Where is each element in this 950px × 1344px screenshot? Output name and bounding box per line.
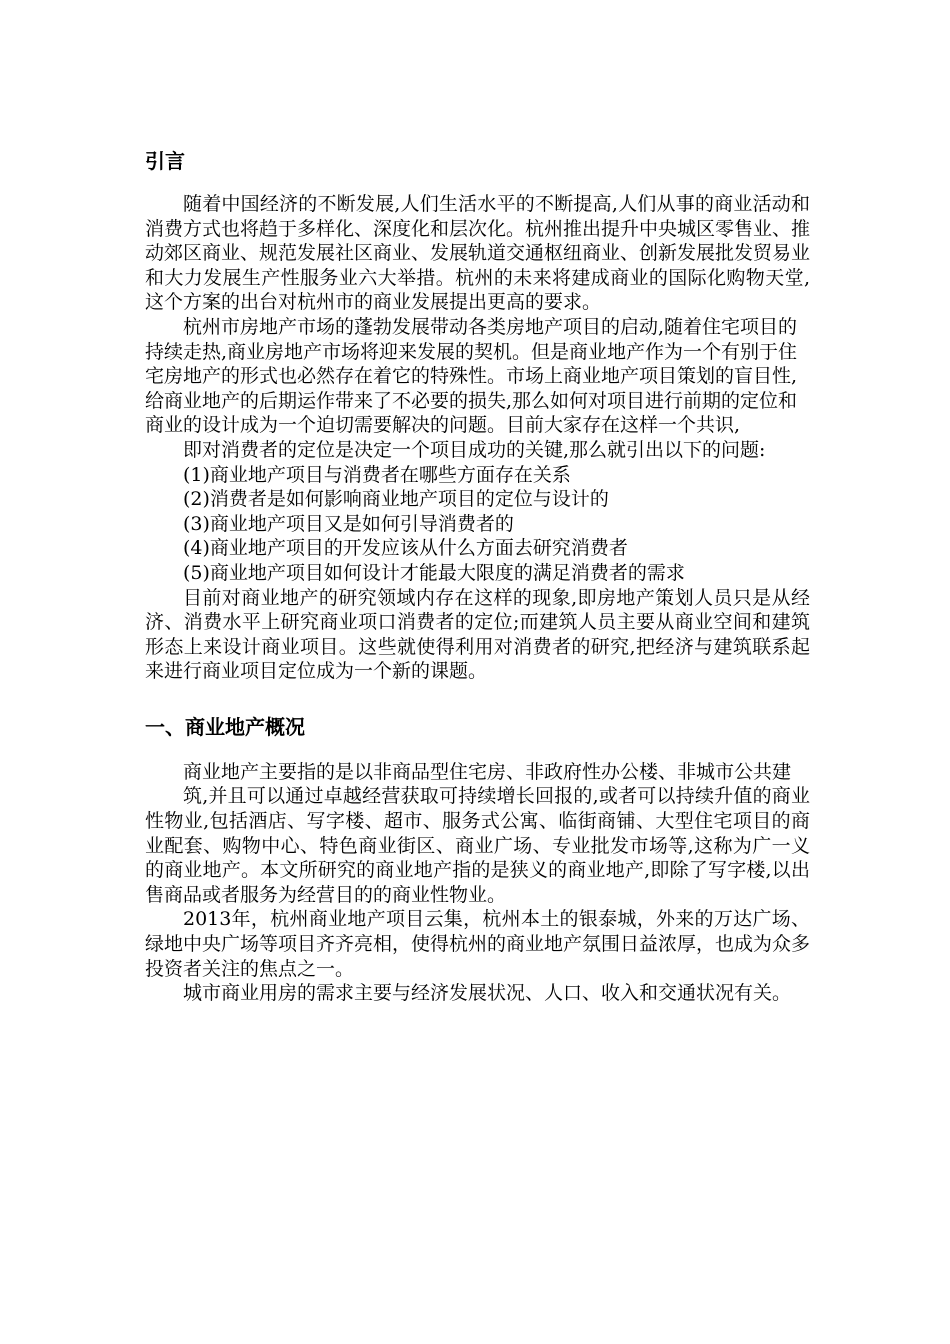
intro-heading: 引言 (145, 149, 185, 173)
section-1-heading: 一、商业地产概况 (145, 714, 305, 739)
question-item: (1)商业地产项目与消费者在哪些方面存在关系 (183, 463, 571, 486)
question-item: (3)商业地产项目又是如何引导消费者的 (183, 512, 514, 535)
document-page (145, 148, 810, 1006)
section-1-paragraph-1a: 商业地产主要指的是以非商品型住宅房、非政府性办公楼、非城市公共建 (183, 760, 792, 783)
intro-paragraph-2a: 杭州市房地产市场的蓬勃发展带动各类房地产项目的启动,随着住宅项目的 (183, 315, 798, 338)
intro-paragraph-1: 随着中国经济的不断发展,人们生活水平的不断提高,人们从事的商业活动和消费方式也将趋于多样化、深度化和层次化。杭州推出提升中央城区零售业、推动郊区商业、规范发展社区商业、发展轨道交通枢纽商业、创新发展批发贸易业和大力发展生产性服务业六大举措。杭州的未来将建成商业的国际化购物天堂,这个方案的出台对杭州市的商业发展提出更高的要求。 (145, 193, 811, 314)
section-1-paragraph-2: 2013年，杭州商业地产项目云集，杭州本土的银泰城，外来的万达广场、绿地中央广场等项目齐齐亮相，使得杭州的商业地产氛围日益浓厚，也成为众多投资者关注的焦点之一。 (145, 908, 811, 980)
intro-paragraph-3: 即对消费者的定位是决定一个项目成功的关键,那么就引出以下的问题: (183, 438, 766, 461)
section-1-paragraph-1b: 筑,并且可以通过卓越经营获取可持续增长回报的,或者可以持续升值的商业性物业,包括酒店、写字楼、超市、服务式公寓、临街商铺、大型住宅项目的商业配套、购物中心、特色商业街区、商业广场、专业批发市场等,这称为广一义的商业地产。本文所研究的商业地产指的是狭义的商业地产,即除了写字楼,以出售商品或者服务为经营目的的商业性物业。 (145, 785, 810, 906)
intro-paragraph-4: 目前对商业地产的研究领域内存在这样的现象,即房地产策划人员只是从经济、消费水平上研究商业项口消费者的定位;而建筑人员主要从商业空间和建筑形态上来设计商业项目。这些就使得利用对消费者的研究,把经济与建筑联系起来进行商业项目定位成为一个新的课题。 (145, 586, 810, 683)
intro-paragraph-2b: 持续走热,商业房地产市场将迎来发展的契机。但是商业地产作为一个有别于住宅房地产的形式也必然存在着它的特殊性。市场上商业地产项目策划的盲目性,给商业地产的后期运作带来了不必要的损失,那么如何对项目进行前期的定位和商业的设计成为一个迫切需要解决的问题。目前大家存在这样一个共识, (145, 340, 798, 437)
section-1-paragraph-3: 城市商业用房的需求主要与经济发展状况、人口、收入和交通状况有关。 (183, 982, 792, 1005)
question-item: (5)商业地产项目如何设计才能最大限度的满足消费者的需求 (183, 561, 685, 584)
question-item: (2)消费者是如何影响商业地产项目的定位与设计的 (183, 488, 609, 511)
question-item: (4)商业地产项目的开发应该从什么方面去研究消费者 (183, 537, 628, 560)
